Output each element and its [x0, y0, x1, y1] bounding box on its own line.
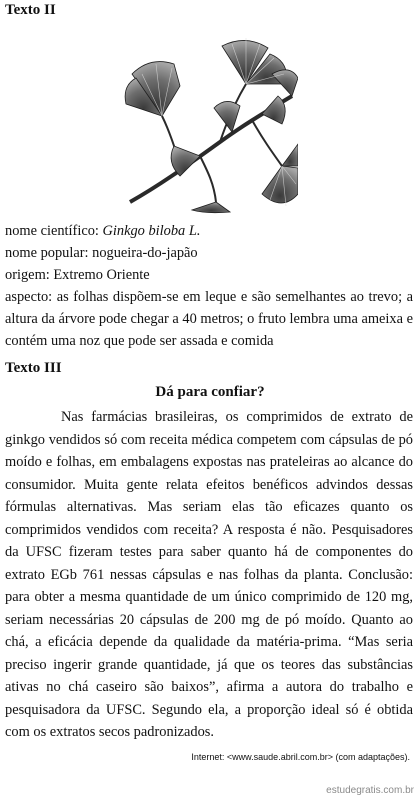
source-citation: Internet: <www.saude.abril.com.br> (com adaptações).	[191, 752, 410, 762]
site-watermark: estudegratis.com.br	[326, 785, 414, 796]
scientific-name-line	[5, 220, 413, 242]
texto-iii-heading: Texto III	[5, 360, 62, 376]
ginkgo-branch-image	[122, 34, 298, 214]
aspect-paragraph: aspecto: as folhas dispõem-se em leque e são semelhantes ao trevo; a altura da árvore pode chegar a 40 metros; o fruto lembra uma ameixa e contém uma noz que pode ser assada e comida	[5, 289, 413, 349]
popular-name-line: nome popular: nogueira-do-japão	[5, 245, 198, 261]
ginkgo-facts	[5, 220, 413, 352]
article-body: Nas farmácias brasileiras, os comprimidos de extrato de ginkgo vendidos só com receita médica competem com cápsulas de pó moído e folhas, em embalagens expostas nas prateleiras ao alcance do consumidor. Muita gente relata efeitos benéficos advindos dessas fórmulas alternativas. Mas seriam elas tão eficazes quanto os comprimidos vendidos com receita? A resposta é não. Pesquisadores da UFSC fizeram testes para saber quanto há de componentes do extrato EGb 761 nessas cápsulas e nas folhas da planta. Conclusão: para obter a mesma quantidade de um único comprimido de 120 mg, seriam necessárias 20 cápsulas de 200 mg de pó moído. Quanto ao chá, a eficácia depende da qualidade da matéria-prima. “Mas seria preciso ingerir grande quantidade, já que os teores das substâncias ativas no chá caseiro são baixos”, afirma a autora do trabalho e pesquisadora da UFSC. Segundo ela, a proporção ideal só é obtida com os extratos secos padronizados.	[5, 409, 413, 740]
article-title: Dá para confiar?	[155, 384, 265, 400]
scientific-name-value: Ginkgo biloba L.	[102, 223, 201, 239]
scientific-name-label: nome científico:	[5, 223, 103, 239]
origin-line: origem: Extremo Oriente	[5, 267, 150, 283]
texto-ii-heading: Texto II	[5, 2, 56, 18]
